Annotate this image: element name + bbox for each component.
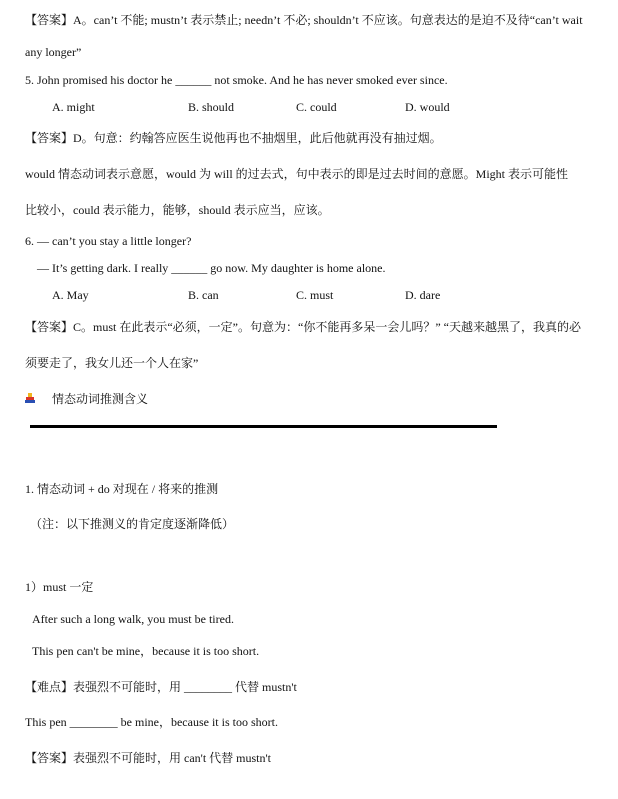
difficulty-note: 【难点】表强烈不可能时，用 ________ 代替 mustn't [25, 680, 297, 694]
section-divider [30, 425, 497, 428]
answer-5-line-2: would 情态动词表示意愿，would 为 will 的过去式，句中表示的即是过去时间的意愿。Might 表示可能性 [25, 167, 569, 181]
answer-1-line-1: 【答案】A。can’t 不能; mustn’t 表示禁止; needn’t 不必; shouldn’t 不应该。句意表达的是迫不及待“can’t wait [25, 13, 583, 27]
section-title: 情态动词推测含义 [52, 392, 149, 406]
point-1-note: （注：以下推测义的肯定度逐渐降低） [30, 517, 235, 531]
q5-option-b: B. should [188, 100, 235, 114]
q5-option-c: C. could [296, 100, 337, 114]
q5-option-a: A. might [52, 100, 95, 114]
must-heading: 1）must 一定 [25, 580, 94, 594]
question-6-line-1: 6. — can’t you stay a little longer? [25, 234, 192, 248]
example-2: This pen can't be mine，because it is too short. [32, 644, 260, 658]
q6-option-c: C. must [296, 288, 334, 302]
answer-5-line-3: 比较小，could 表示能力，能够，should 表示应当，应该。 [25, 203, 330, 217]
answer-5-line-1: 【答案】D。句意：约翰答应医生说他再也不抽烟里，此后他就再没有抽过烟。 [25, 131, 442, 145]
answer-6-line-1: 【答案】C。must 在此表示“必须，一定”。句意为：“你不能再多呆一会儿吗？” “天越来越黑了，我真的必 [25, 320, 581, 334]
answer-note: 【答案】表强烈不可能时，用 can't 代替 mustn't [25, 751, 271, 765]
question-5: 5. John promised his doctor he ______ not smoke. And he has never smoked ever since. [25, 73, 448, 87]
point-1-heading: 1. 情态动词 + do 对现在 / 将来的推测 [25, 482, 219, 496]
q6-option-a: A. May [52, 288, 89, 302]
answer-1-line-2: any longer” [25, 45, 82, 59]
question-6-line-2: — It’s getting dark. I really ______ go now. My daughter is home alone. [37, 261, 386, 275]
book-stack-icon [24, 392, 36, 404]
answer-6-line-2: 须要走了，我女儿还一个人在家” [25, 356, 199, 370]
q6-option-b: B. can [188, 288, 219, 302]
example-1: After such a long walk, you must be tired. [32, 612, 234, 626]
q5-option-d: D. would [405, 100, 450, 114]
fill-in-sentence: This pen ________ be mine，because it is too short. [25, 715, 278, 729]
q6-option-d: D. dare [405, 288, 441, 302]
